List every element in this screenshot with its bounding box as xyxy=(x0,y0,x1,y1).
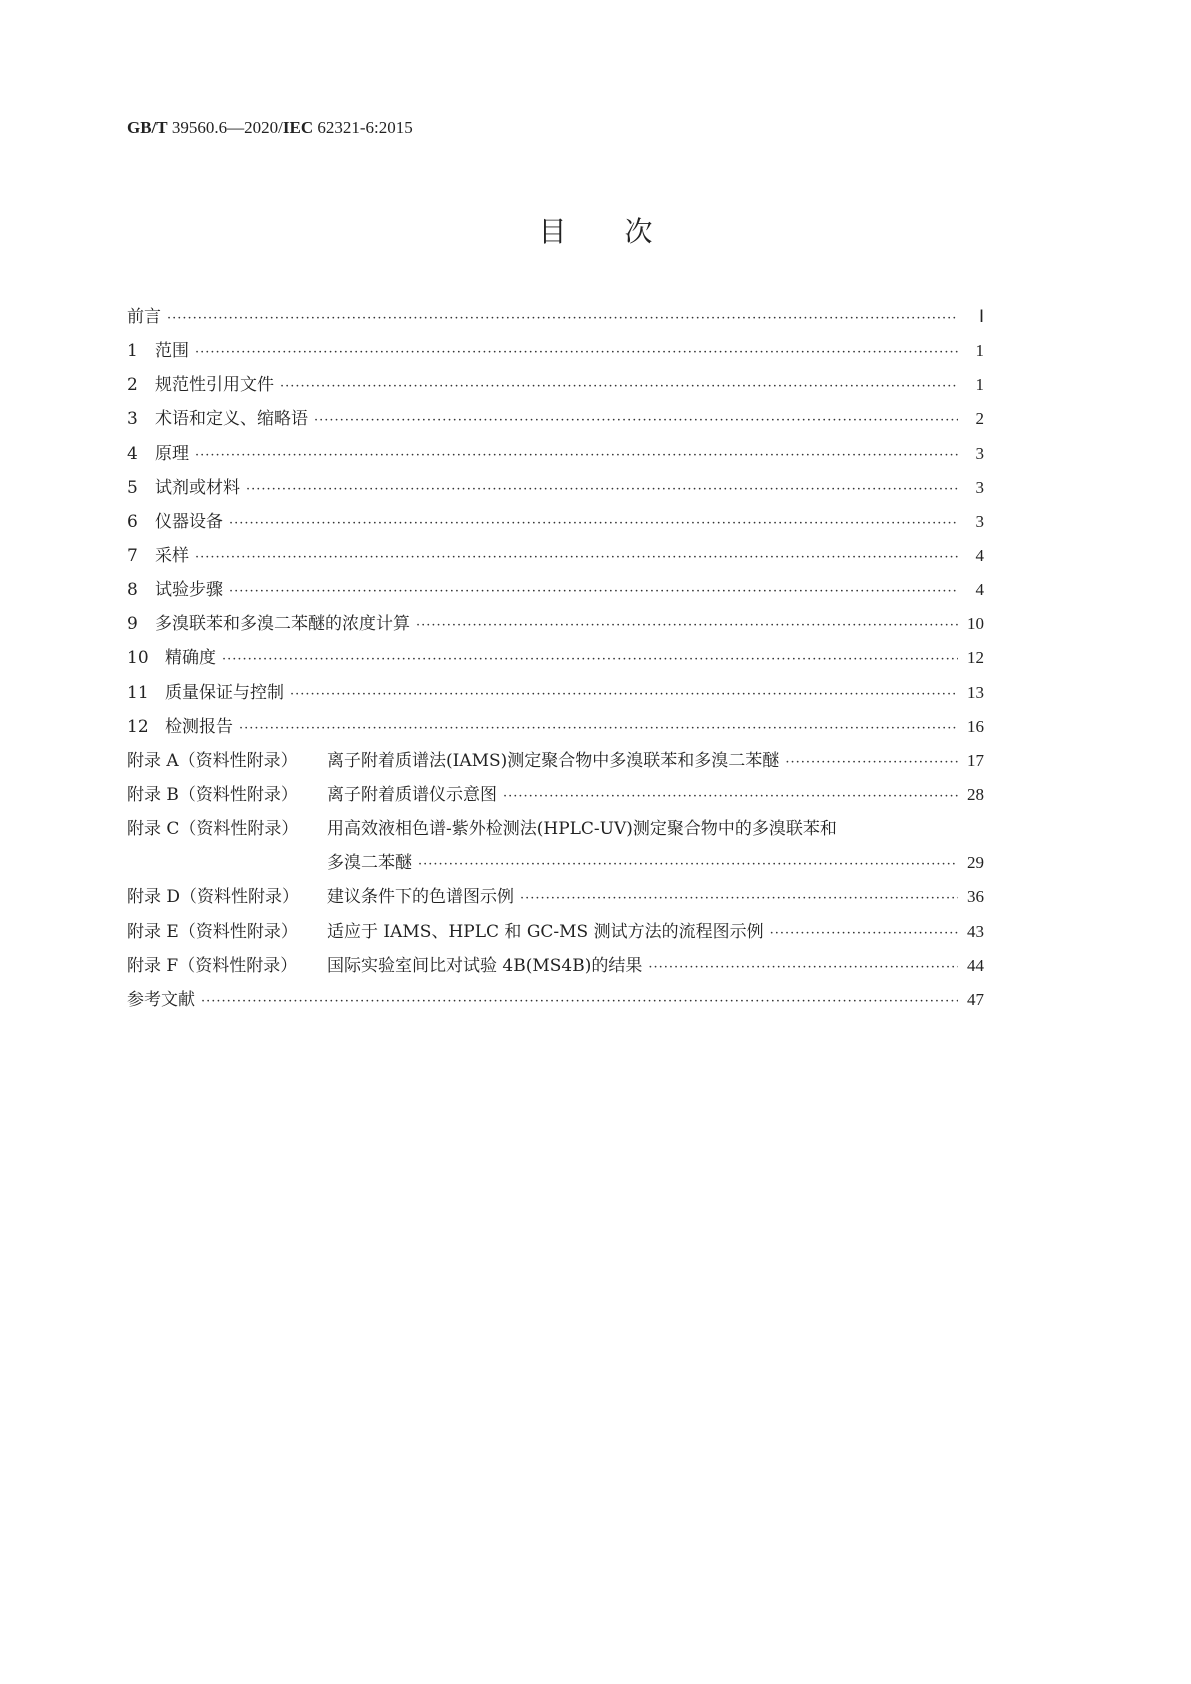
toc-page-number: 29 xyxy=(967,853,984,873)
table-of-contents xyxy=(127,300,984,1017)
annex-entry[interactable] xyxy=(127,949,984,983)
toc-page-number: 2 xyxy=(975,409,984,429)
dot-leader xyxy=(239,712,958,746)
dot-leader xyxy=(167,302,958,336)
toc-entry[interactable] xyxy=(127,573,984,607)
dot-leader xyxy=(280,370,958,404)
toc-entry-title: 前言 xyxy=(127,307,161,327)
toc-entry-title: 仪器设备 xyxy=(155,511,223,532)
toc-entry[interactable] xyxy=(127,368,984,402)
toc-page-number: 36 xyxy=(967,887,984,907)
toc-entry-number: 3 xyxy=(127,409,138,430)
annex-label: 附录 A（资料性附录） xyxy=(127,750,298,771)
toc-page-number: 17 xyxy=(967,750,984,770)
toc-page-number: 10 xyxy=(967,614,984,634)
toc-entry-title: 检测报告 xyxy=(165,716,233,737)
dot-leader xyxy=(195,541,958,575)
toc-entry[interactable] xyxy=(127,437,984,471)
toc-entry-title: 质量保证与控制 xyxy=(165,682,284,703)
toc-entry-title: 多溴二苯醚 xyxy=(327,853,412,874)
dot-leader xyxy=(418,848,958,882)
standard-number-header: GB/T 39560.6—2020/IEC 62321-6:2015 xyxy=(127,118,413,137)
annex-label: 附录 C（资料性附录） xyxy=(127,819,299,840)
dot-leader xyxy=(195,336,958,370)
toc-entry-number: 12 xyxy=(127,716,149,737)
toc-page-number: 4 xyxy=(975,545,984,565)
toc-entry[interactable] xyxy=(127,641,984,675)
toc-entry-number: 4 xyxy=(127,443,138,464)
annex-label: 附录 E（资料性附录） xyxy=(127,921,298,942)
dot-leader xyxy=(520,882,958,916)
page-title: 目次 xyxy=(538,215,711,248)
toc-page-number: 13 xyxy=(967,682,984,702)
toc-page-number: 43 xyxy=(967,921,984,941)
dot-leader xyxy=(648,951,958,985)
toc-entry-title: 多溴联苯和多溴二苯醚的浓度计算 xyxy=(155,614,410,635)
toc-entry[interactable] xyxy=(127,710,984,744)
dot-leader xyxy=(229,507,958,541)
dot-leader xyxy=(246,473,958,507)
toc-entry-title: 离子附着质谱法(IAMS)测定聚合物中多溴联苯和多溴二苯醚 xyxy=(327,750,780,771)
toc-entry-title: 国际实验室间比对试验 4B(MS4B)的结果 xyxy=(327,955,643,976)
toc-entry[interactable] xyxy=(127,505,984,539)
dot-leader xyxy=(229,575,958,609)
annex-entry[interactable] xyxy=(127,812,984,846)
toc-entry-title: 术语和定义、缩略语 xyxy=(155,409,308,430)
annex-entry[interactable] xyxy=(127,744,984,778)
toc-entry-number: 1 xyxy=(127,341,138,362)
dot-leader xyxy=(785,746,958,780)
toc-page-number: 1 xyxy=(975,341,984,361)
toc-entry-number: 8 xyxy=(127,580,138,601)
toc-page-number: Ⅰ xyxy=(978,307,984,326)
dot-leader xyxy=(314,404,958,438)
dot-leader xyxy=(222,643,958,677)
toc-entry[interactable] xyxy=(127,334,984,368)
toc-entry[interactable] xyxy=(127,300,984,334)
toc-page-number: 3 xyxy=(975,477,984,497)
toc-entry[interactable] xyxy=(127,471,984,505)
references-entry[interactable] xyxy=(127,983,984,1017)
dot-leader xyxy=(770,917,958,951)
toc-entry[interactable] xyxy=(127,676,984,710)
annex-label: 附录 D（资料性附录） xyxy=(127,887,300,908)
toc-page-number: 1 xyxy=(975,375,984,395)
toc-entry-title: 原理 xyxy=(155,443,189,464)
toc-page-number: 44 xyxy=(967,955,984,975)
toc-page-number: 3 xyxy=(975,443,984,463)
toc-entry-number: 6 xyxy=(127,511,138,532)
annex-entry-continued[interactable] xyxy=(127,846,984,880)
toc-entry-title: 试验步骤 xyxy=(155,580,223,601)
dot-leader xyxy=(290,678,958,712)
toc-page-number: 16 xyxy=(967,716,984,736)
toc-entry-title: 离子附着质谱仪示意图 xyxy=(327,784,497,805)
annex-label: 附录 B（资料性附录） xyxy=(127,784,298,805)
toc-page-number: 12 xyxy=(967,648,984,668)
dot-leader xyxy=(195,439,958,473)
toc-entry-title: 精确度 xyxy=(165,648,216,669)
toc-entry-number: 7 xyxy=(127,545,138,566)
dot-leader xyxy=(201,985,958,1019)
toc-entry-number: 11 xyxy=(127,682,149,703)
toc-entry-number: 2 xyxy=(127,375,138,396)
toc-entry-title: 范围 xyxy=(155,341,189,362)
toc-entry-title: 参考文献 xyxy=(127,989,195,1010)
toc-entry-title: 规范性引用文件 xyxy=(155,375,274,396)
toc-entry-title: 试剂或材料 xyxy=(155,477,240,498)
toc-entry-title: 采样 xyxy=(155,545,189,566)
annex-entry[interactable] xyxy=(127,915,984,949)
annex-label: 附录 F（资料性附录） xyxy=(127,955,298,976)
toc-page-number: 47 xyxy=(967,989,984,1009)
toc-entry-title: 适应于 IAMS、HPLC 和 GC-MS 测试方法的流程图示例 xyxy=(327,921,764,942)
toc-entry[interactable] xyxy=(127,539,984,573)
dot-leader xyxy=(416,609,958,643)
toc-page-number: 4 xyxy=(975,580,984,600)
toc-entry[interactable] xyxy=(127,607,984,641)
annex-entry[interactable] xyxy=(127,880,984,914)
annex-entry[interactable] xyxy=(127,778,984,812)
toc-entry[interactable] xyxy=(127,402,984,436)
toc-entry-number: 10 xyxy=(127,648,149,669)
toc-entry-title: 用高效液相色谱-紫外检测法(HPLC-UV)测定聚合物中的多溴联苯和 xyxy=(327,819,837,840)
toc-entry-title: 建议条件下的色谱图示例 xyxy=(327,887,514,908)
toc-page-number: 28 xyxy=(967,784,984,804)
dot-leader xyxy=(503,780,958,814)
toc-entry-number: 9 xyxy=(127,614,138,635)
toc-page-number: 3 xyxy=(975,511,984,531)
toc-entry-number: 5 xyxy=(127,477,138,498)
